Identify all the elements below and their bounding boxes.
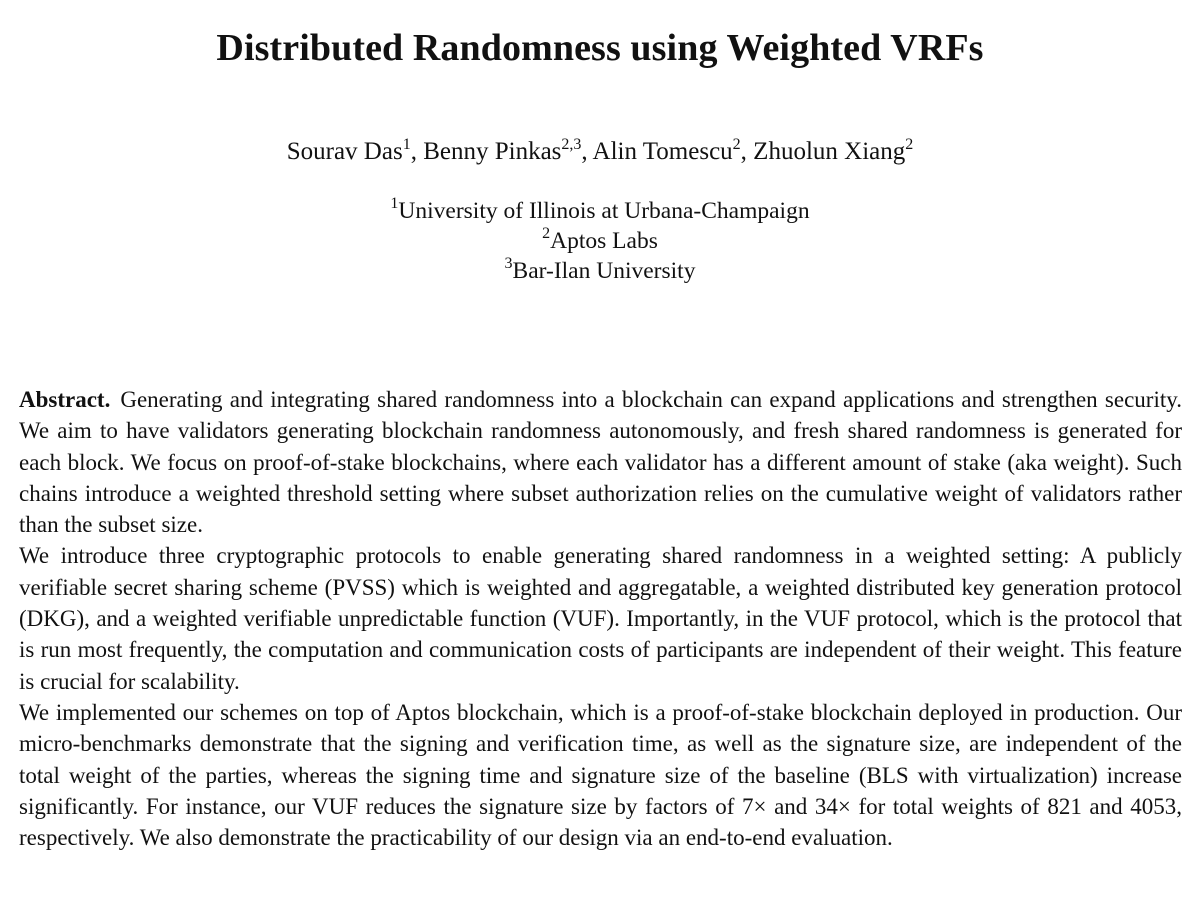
affiliation xyxy=(0,196,1200,226)
author-affiliation-mark: 2 xyxy=(732,135,741,153)
paper-title: Distributed Randomness using Weighted VRFs xyxy=(216,27,984,69)
author-name: Sourav Das xyxy=(286,138,403,165)
affiliation-name: Aptos Labs xyxy=(550,228,658,254)
author-separator: , xyxy=(740,138,754,165)
abstract-paragraph: We implemented our schemes on top of Aptos blockchain, which is a proof-of-stake blockchain deployed in production. Our micro-benchmarks demonstrate that the signing and verification time, as well as the signature size, are independent of the total weight of the parties, whereas the signing time and signature size of the baseline (BLS with virtualization) increase significantly. For instance, our VUF reduces the signature size by factors of 7× and 34× for total weights of 821 and 4053, respectively. We also demonstrate the practicability of our design via an end-to-end evaluation. xyxy=(19,699,1182,851)
affiliation xyxy=(0,226,1200,256)
affiliation-list xyxy=(0,196,1200,286)
author-separator: , xyxy=(410,138,424,165)
abstract-paragraph xyxy=(19,384,1182,540)
author-name: Benny Pinkas xyxy=(423,138,562,165)
author-affiliation-mark: 2,3 xyxy=(561,135,582,153)
author-list xyxy=(0,136,1200,168)
abstract-text: Generating and integrating shared randomness into a blockchain can expand applications and strengthen security. We aim to have validators generating blockchain randomness autonomously, and fresh shared randomness is generated for each block. We focus on proof-of-stake blockchains, where each validator has a different amount of stake (aka weight). Such chains introduce a weighted threshold setting where subset authorization relies on the cumulative weight of validators rather than the subset size. xyxy=(19,387,1182,538)
abstract-section xyxy=(19,384,1182,853)
author-name: Alin Tomescu xyxy=(592,138,733,165)
affiliation-mark: 3 xyxy=(504,255,513,273)
abstract-paragraph: We introduce three cryptographic protocols to enable generating shared randomness in a weighted setting: A publicly verifiable secret sharing scheme (PVSS) which is weighted and aggregatable, a weighted distributed key generation protocol (DKG), and a weighted verifiable unpredictable function (VUF). Importantly, in the VUF protocol, which is the protocol that is run most frequently, the computation and communication costs of participants are independent of their weight. This feature is crucial for scalability. xyxy=(19,543,1182,694)
author-affiliation-mark: 2 xyxy=(905,135,914,153)
author-separator: , xyxy=(581,138,593,165)
author-name: Zhuolun Xiang xyxy=(753,138,906,165)
abstract-label: Abstract. xyxy=(19,387,111,412)
affiliation-name: University of Illinois at Urbana-Champaign xyxy=(398,198,810,224)
author-affiliation-mark: 1 xyxy=(402,135,411,153)
affiliation-mark: 1 xyxy=(390,195,399,213)
affiliation xyxy=(0,256,1200,286)
affiliation-name: Bar-Ilan University xyxy=(512,258,696,284)
affiliation-mark: 2 xyxy=(542,225,551,243)
